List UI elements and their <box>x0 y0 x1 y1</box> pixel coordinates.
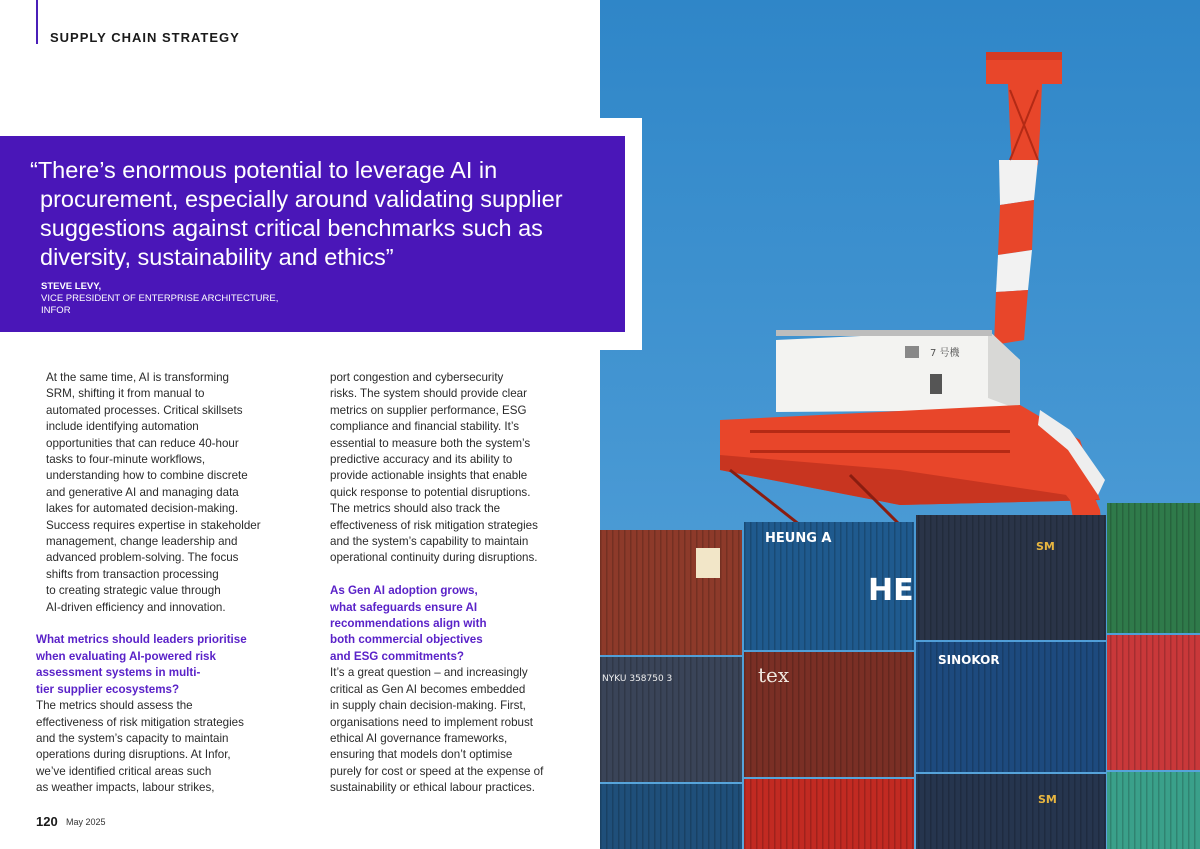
page-number: 120 <box>36 814 58 829</box>
svg-text:SM: SM <box>1036 540 1055 553</box>
pull-quote-text: “There’s enormous potential to leverage AI in procurement, especially around validating supplier suggestions against critical benchmarks such as diversity, sustainability and ethics” <box>30 157 563 270</box>
container-label-heung-a: HEUNG A <box>765 531 832 546</box>
container-code: NYKU 358750 3 <box>602 674 673 684</box>
crane-cabin <box>776 330 1020 412</box>
svg-text:HE: HE <box>868 573 914 608</box>
section-rule <box>36 0 38 44</box>
section-label: SUPPLY CHAIN STRATEGY <box>50 30 240 45</box>
interview-question: As Gen AI adoption grows, what safeguards ensure AI recommendations align with both commercial objectives and ESG commitments? <box>330 584 487 663</box>
body-column-left <box>36 370 276 797</box>
svg-text:SM: SM <box>1038 793 1057 806</box>
issue-date: May 2025 <box>66 817 106 827</box>
quote-author-role: VICE PRESIDENT OF ENTERPRISE ARCHITECTURE, <box>41 293 279 304</box>
container-label-tex: tex <box>758 663 790 687</box>
interview-question: What metrics should leaders prioritise when evaluating AI-powered risk assessment systems in multi- tier supplier ecosystems? <box>36 633 247 696</box>
quote-author-company: INFOR <box>41 305 71 316</box>
paragraph: At the same time, AI is transforming SRM, shifting it from manual to automated processes. Critical skillsets include identifying automation opportunities that can reduce 40-hour tasks to four-minute workflows, understanding how to combine discrete and generative AI and managing data lakes for automated decision-making. Success requires expertise in stakeholder management, change leadership and advanced problem-solving. The focus shifts from transaction processing to creating strategic value through AI-driven efficiency and innovation. <box>46 371 261 614</box>
paragraph: port congestion and cybersecurity risks. The system should provide clear metrics on supplier performance, ESG compliance and financial stability. It’s essential to measure both the system’s predictive accuracy and its ability to provide actionable insights that enable quick response to potential disruptions. The metrics should also track the effectiveness of risk mitigation strategies and the system’s capability to maintain operational continuity during disruptions. <box>330 371 538 565</box>
container-label-sinokor: SINOKOR <box>938 653 1000 667</box>
paragraph: It’s a great question – and increasingly critical as Gen AI becomes embedded in supply chain decision-making. First, organisations need to implement robust ethical AI governance frameworks, ensuring that models don’t optimise purely for cost or speed at the expense of sustainability or ethical labour practices. <box>330 666 544 795</box>
container-stacks <box>600 503 1200 849</box>
quote-attribution <box>41 281 278 317</box>
paragraph: The metrics should assess the effectiveness of risk mitigation strategies and the system’s capacity to maintain operations during disruptions. At Infor, we’ve identified critical areas such as weather impacts, labour strikes, <box>36 699 244 795</box>
quote-author-name: STEVE LEVY, <box>41 281 102 292</box>
cabin-label: 7 号機 <box>930 348 960 359</box>
pull-quote <box>0 136 625 332</box>
port-crane-photo <box>600 0 1200 849</box>
body-column-right <box>330 370 575 797</box>
